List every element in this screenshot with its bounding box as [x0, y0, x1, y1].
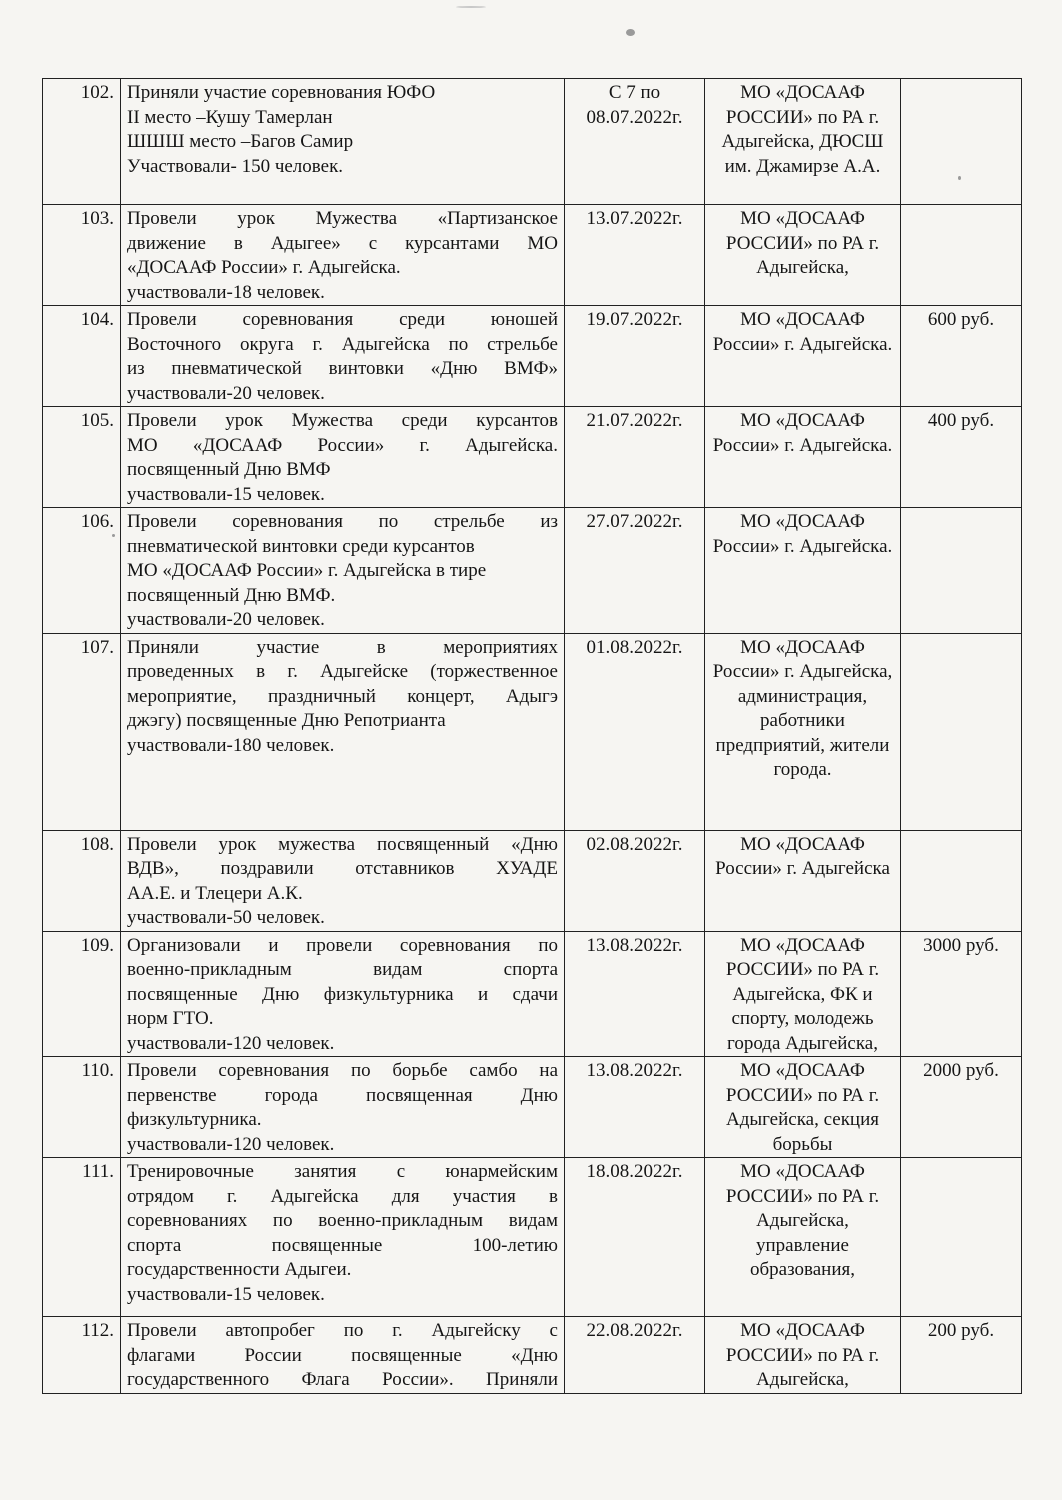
description-line: МО «ДОСААФ России» г. Адыгейска в тире	[127, 560, 487, 581]
event-date: 27.07.2022г.	[565, 508, 705, 634]
description-line: АА.Е. и Тлецери А.К.	[127, 882, 303, 904]
description-line: из пневматической винтовки «Дню ВМФ»	[127, 358, 558, 379]
row-number: 102.	[43, 79, 121, 205]
description-line: Провели урок мужества посвященный «Дню	[127, 833, 558, 855]
description-line: движение в Адыгее» с курсантами МО	[127, 232, 558, 254]
event-description	[121, 1317, 565, 1394]
description-line: Провели урок Мужества «Партизанское	[127, 208, 558, 229]
event-organizer: МО «ДОСААФ РОССИИ» по РА г. Адыгейска,	[705, 205, 901, 306]
description-line: Провели соревнования по борьбе самбо на	[127, 1060, 558, 1081]
event-amount: 200 руб.	[901, 1317, 1022, 1394]
description-line: участвовали-15 человек.	[127, 1283, 325, 1305]
description-line: ШШШ место –Багов Самир	[127, 131, 354, 152]
description-line: участвовали-20 человек.	[127, 382, 325, 404]
table-row	[43, 1317, 1022, 1394]
event-amount: 3000 руб.	[901, 931, 1022, 1057]
description-line: участвовали-50 человек.	[127, 907, 325, 928]
table-row	[43, 633, 1022, 830]
row-number: 104.	[43, 306, 121, 407]
description-line: флагами России посвященные «Дню	[127, 1344, 558, 1366]
description-line: пневматической винтовки среди курсантов	[127, 535, 475, 557]
description-line: участвовали-20 человек.	[127, 609, 325, 630]
row-number: 103.	[43, 205, 121, 306]
description-line: Приняли участие соревнования ЮФО	[127, 82, 436, 103]
event-description	[121, 931, 565, 1057]
description-line: государственности Адыгеи.	[127, 1259, 352, 1280]
row-number: 106.	[43, 508, 121, 634]
row-number: 107.	[43, 633, 121, 830]
description-line: ВДВ», поздравили отставников ХУАДЕ	[127, 858, 558, 879]
event-amount	[901, 508, 1022, 634]
events-table-body	[43, 79, 1022, 1394]
description-line: отрядом г. Адыгейска для участия в	[127, 1185, 558, 1207]
table-row	[43, 407, 1022, 508]
event-organizer: МО «ДОСААФ РОССИИ» по РА г. Адыгейска, ДЮСШ им. Джамирзе А.А.	[705, 79, 901, 205]
description-line: Провели автопробег по г. Адыгейску с	[127, 1320, 558, 1341]
event-organizer: МО «ДОСААФ РОССИИ» по РА г. Адыгейска,	[705, 1317, 901, 1394]
table-row	[43, 830, 1022, 931]
events-table	[42, 78, 1022, 1394]
event-amount	[901, 1158, 1022, 1317]
description-line: посвященный Дню ВМФ.	[127, 584, 336, 606]
event-description	[121, 79, 565, 205]
event-date: 13.08.2022г.	[565, 931, 705, 1057]
description-line: участвовали-15 человек.	[127, 483, 325, 505]
description-line: первенстве города посвященная Дню	[127, 1084, 558, 1106]
description-line: проведенных в г. Адыгейске (торжественное	[127, 661, 558, 682]
table-row	[43, 1158, 1022, 1317]
event-organizer: МО «ДОСААФ России» г. Адыгейска, администрация, работники предприятий, жители города.	[705, 633, 901, 830]
event-amount: 600 руб.	[901, 306, 1022, 407]
description-line: Тренировочные занятия с юнармейским	[127, 1161, 558, 1182]
event-description	[121, 306, 565, 407]
description-line: II место –Кушу Тамерлан	[127, 106, 333, 128]
event-description	[121, 1158, 565, 1317]
event-date: 01.08.2022г.	[565, 633, 705, 830]
event-organizer: МО «ДОСААФ России» г. Адыгейска.	[705, 407, 901, 508]
event-description	[121, 205, 565, 306]
description-line: военно-прикладным видам спорта	[127, 959, 558, 980]
table-row	[43, 931, 1022, 1057]
event-date: 13.07.2022г.	[565, 205, 705, 306]
scan-speck	[626, 29, 635, 36]
event-organizer: МО «ДОСААФ России» г. Адыгейска.	[705, 306, 901, 407]
description-line: спорта посвященные 100-летию	[127, 1234, 558, 1256]
description-line: Приняли участие в мероприятиях	[127, 636, 558, 658]
event-description	[121, 1057, 565, 1158]
table-row	[43, 205, 1022, 306]
event-date: 18.08.2022г.	[565, 1158, 705, 1317]
description-line: Восточного округа г. Адыгейска по стрельбе	[127, 333, 558, 355]
description-line: посвященный Дню ВМФ	[127, 459, 331, 480]
event-organizer: МО «ДОСААФ России» г. Адыгейска.	[705, 508, 901, 634]
description-line: Провели урок Мужества среди курсантов	[127, 410, 558, 431]
table-row	[43, 1057, 1022, 1158]
row-number: 110.	[43, 1057, 121, 1158]
description-line: «ДОСААФ России» г. Адыгейска.	[127, 257, 401, 278]
description-line: участвовали-120 человек.	[127, 1032, 335, 1054]
event-amount: 400 руб.	[901, 407, 1022, 508]
description-line: посвященные Дню физкультурника и сдачи	[127, 983, 558, 1005]
description-line: Участвовали- 150 человек.	[127, 155, 344, 177]
row-number: 109.	[43, 931, 121, 1057]
event-date: 19.07.2022г.	[565, 306, 705, 407]
event-organizer: МО «ДОСААФ РОССИИ» по РА г. Адыгейска, секция борьбы	[705, 1057, 901, 1158]
event-date: 21.07.2022г.	[565, 407, 705, 508]
description-line: соревнованиях по военно-прикладным видам	[127, 1210, 558, 1231]
row-number: 111.	[43, 1158, 121, 1317]
event-amount	[901, 830, 1022, 931]
event-description	[121, 508, 565, 634]
description-line: участвовали-18 человек.	[127, 281, 325, 303]
description-line: Организовали и провели соревнования по	[127, 934, 558, 956]
event-date: С 7 по 08.07.2022г.	[565, 79, 705, 205]
row-number: 108.	[43, 830, 121, 931]
description-line: норм ГТО.	[127, 1008, 214, 1029]
event-description	[121, 633, 565, 830]
event-organizer: МО «ДОСААФ РОССИИ» по РА г. Адыгейска, управление образования,	[705, 1158, 901, 1317]
event-amount	[901, 633, 1022, 830]
event-date: 02.08.2022г.	[565, 830, 705, 931]
event-description	[121, 830, 565, 931]
description-line: Провели соревнования по стрельбе из	[127, 511, 558, 532]
event-date: 22.08.2022г.	[565, 1317, 705, 1394]
table-row	[43, 306, 1022, 407]
description-line: участвовали-120 человек.	[127, 1133, 335, 1155]
row-number: 112.	[43, 1317, 121, 1394]
table-row	[43, 508, 1022, 634]
scan-speck	[456, 6, 486, 8]
event-organizer: МО «ДОСААФ России» г. Адыгейска	[705, 830, 901, 931]
description-line: МО «ДОСААФ России» г. Адыгейска.	[127, 434, 558, 456]
row-number: 105.	[43, 407, 121, 508]
event-date: 13.08.2022г.	[565, 1057, 705, 1158]
description-line: Провели соревнования среди юношей	[127, 309, 558, 330]
description-line: физкультурника.	[127, 1109, 262, 1130]
description-line: джэгу) посвященные Дню Репотрианта	[127, 710, 446, 731]
table-row	[43, 79, 1022, 205]
description-line: государственного Флага России». Приняли	[127, 1369, 558, 1390]
event-amount	[901, 205, 1022, 306]
event-description	[121, 407, 565, 508]
description-line: мероприятие, праздничный концерт, Адыгэ	[127, 685, 558, 707]
description-line: участвовали-180 человек.	[127, 734, 335, 756]
event-organizer: МО «ДОСААФ РОССИИ» по РА г. Адыгейска, ФК и спорту, молодежь города Адыгейска,	[705, 931, 901, 1057]
event-amount	[901, 79, 1022, 205]
event-amount: 2000 руб.	[901, 1057, 1022, 1158]
